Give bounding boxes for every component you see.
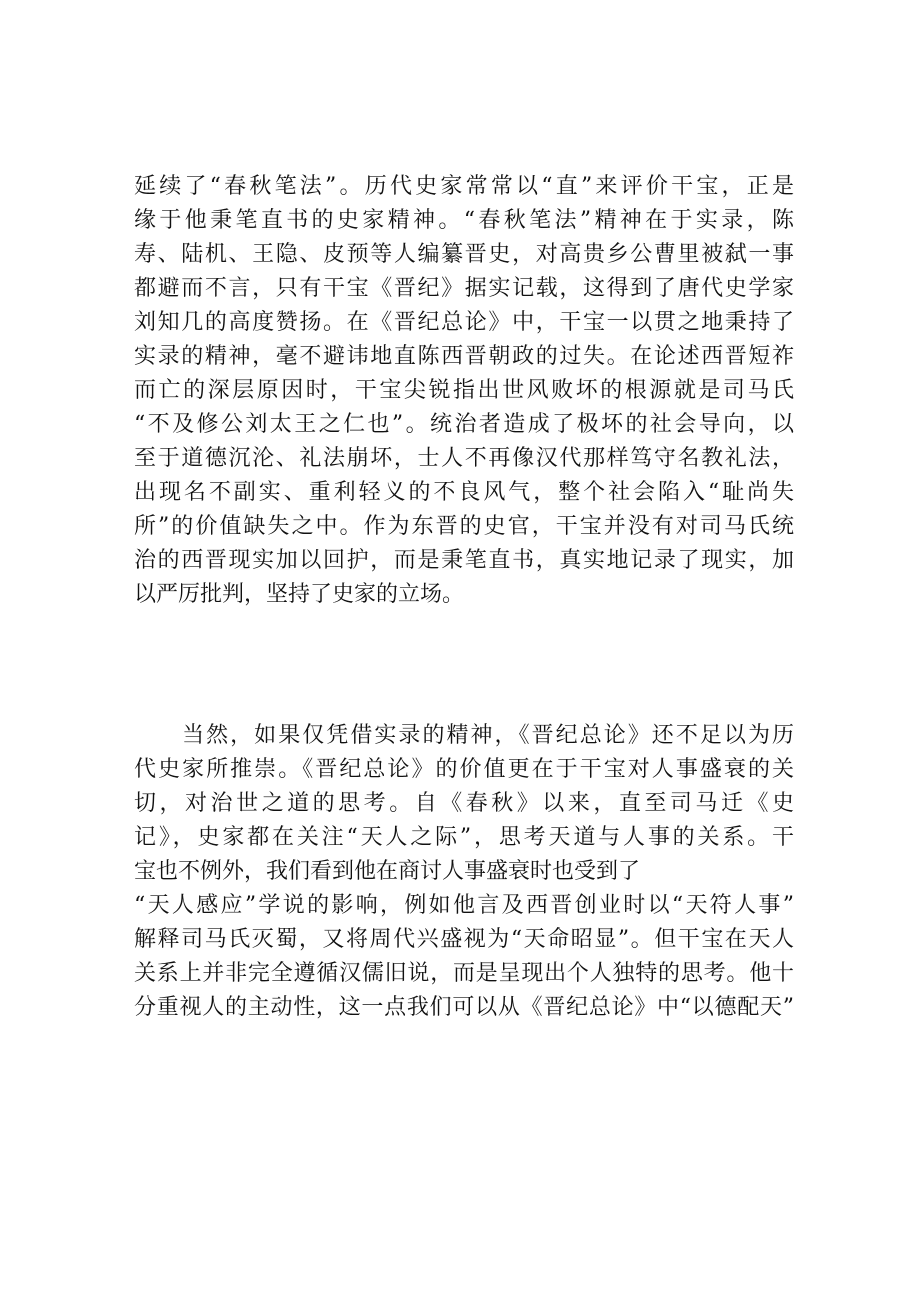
text-line: 宝也不例外，我们看到他在商讨人事盛衰时也受到了 xyxy=(134,859,641,884)
paragraph-2 xyxy=(134,719,794,1025)
text-line: 解释司马氏灭蜀，又将周代兴盛视为“天命昭显”。但干宝在天人 xyxy=(134,927,794,952)
text-line: 治的西晋现实加以回护，而是秉笔直书，真实地记录了现实，加 xyxy=(134,548,794,573)
text-line: 分重视人的主动性，这一点我们可以从《晋纪总论》中“以德配天” xyxy=(134,995,794,1020)
text-line: “天人感应”学说的影响，例如他言及西晋创业时以“天符人事” xyxy=(134,893,794,918)
text-line: 延续了“春秋笔法”。历代史家常常以“直”来评价干宝，正是 xyxy=(134,174,794,199)
paragraph-1 xyxy=(134,170,794,612)
text-line: 代史家所推崇。《晋纪总论》的价值更在于干宝对人事盛衰的关 xyxy=(134,757,794,782)
text-line: 缘于他秉笔直书的史家精神。“春秋笔法”精神在于实录，陈 xyxy=(134,208,794,233)
text-line: 所”的价值缺失之中。作为东晋的史官，干宝并没有对司马氏统 xyxy=(134,514,794,539)
text-line: 而亡的深层原因时，干宝尖锐指出世风败坏的根源就是司马氏 xyxy=(134,378,794,403)
text-line: 都避而不言，只有干宝《晋纪》据实记载，这得到了唐代史学家 xyxy=(134,276,794,301)
text-line: 当然，如果仅凭借实录的精神，《晋纪总论》还不足以为历 xyxy=(134,723,794,748)
text-line: 实录的精神，毫不避讳地直陈西晋朝政的过失。在论述西晋短祚 xyxy=(134,344,794,369)
text-line: 记》，史家都在关注“天人之际”，思考天道与人事的关系。干 xyxy=(134,825,794,850)
text-line: 至于道德沉沦、礼法崩坏，士人不再像汉代那样笃守名教礼法， xyxy=(134,446,794,471)
text-line: “不及修公刘太王之仁也”。统治者造成了极坏的社会导向，以 xyxy=(134,412,794,437)
text-line: 寿、陆机、王隐、皮预等人编纂晋史，对高贵乡公曹里被弑一事 xyxy=(134,242,794,267)
text-line: 以严厉批判，坚持了史家的立场。 xyxy=(134,582,465,607)
text-line: 出现名不副实、重利轻义的不良风气，整个社会陷入“耻尚失 xyxy=(134,480,794,505)
text-line: 关系上并非完全遵循汉儒旧说，而是呈现出个人独特的思考。他十 xyxy=(134,961,794,986)
text-line: 刘知几的高度赞扬。在《晋纪总论》中，干宝一以贯之地秉持了 xyxy=(134,310,794,335)
text-line: 切，对治世之道的思考。自《春秋》以来，直至司马迁《史 xyxy=(134,791,794,816)
